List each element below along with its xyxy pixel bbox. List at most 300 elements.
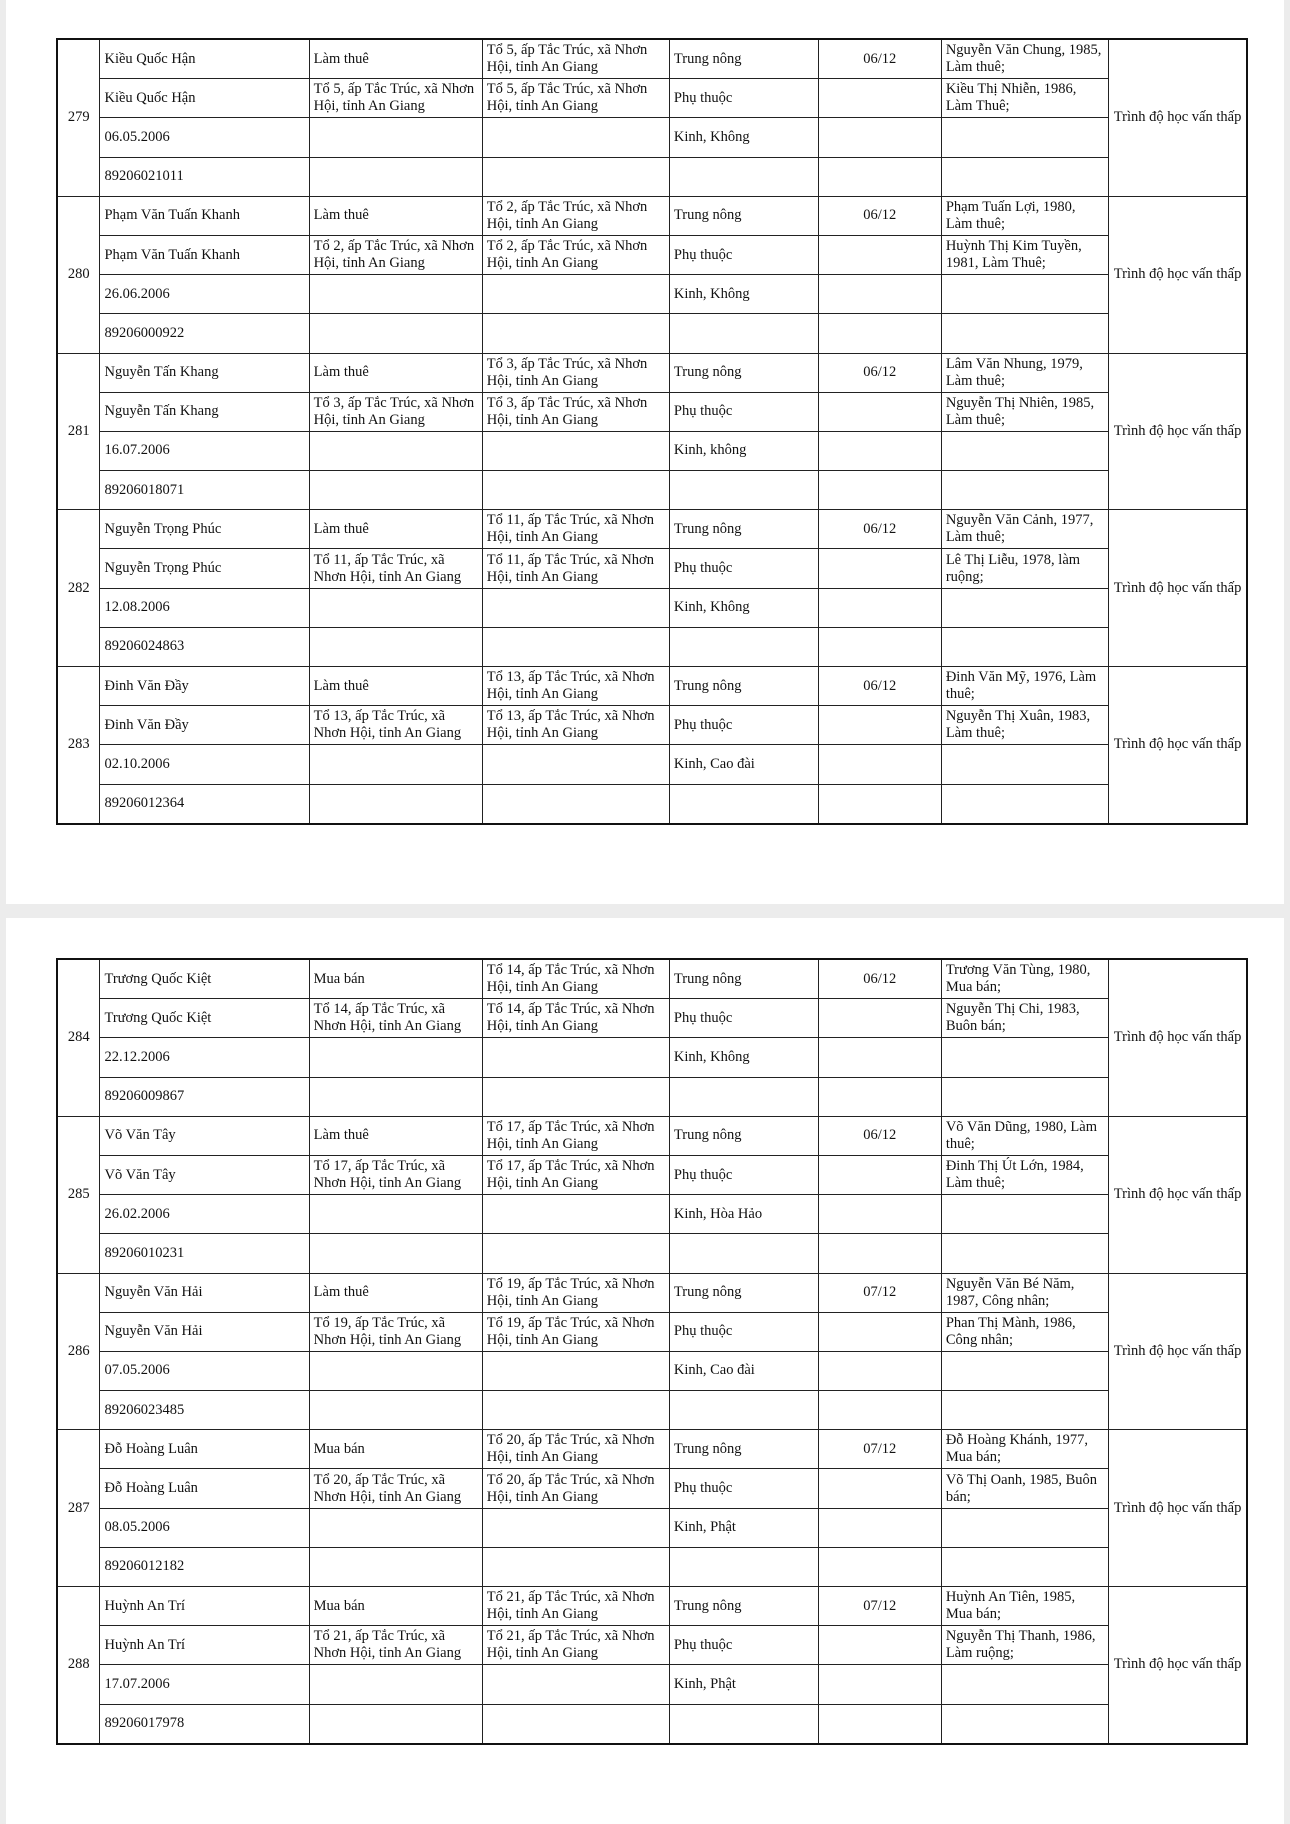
residence-address-text: Tổ 14, ấp Tắc Trúc, xã Nhơn Hội, tỉnh An Giang (313, 1001, 462, 1035)
empty-cell (818, 1234, 941, 1273)
empty-cell (818, 1038, 941, 1077)
empty-cell (669, 1234, 818, 1273)
id-number: 89206021011 (100, 157, 309, 196)
mother-info (941, 706, 1108, 745)
remark: Trình độ học vấn thấp (1109, 1587, 1247, 1744)
remark: Trình độ học vấn thấp (1109, 959, 1247, 1116)
occupation: Mua bán (309, 1587, 482, 1626)
empty-cell (941, 784, 1108, 824)
occupation: Làm thuê (309, 196, 482, 235)
residence-address (309, 392, 482, 431)
remark: Trình độ học vấn thấp (1109, 1273, 1247, 1430)
record-row (57, 1430, 1247, 1469)
occupation: Mua bán (309, 1430, 482, 1469)
education-level: 06/12 (818, 959, 941, 999)
current-address (482, 549, 669, 588)
occupation: Làm thuê (309, 667, 482, 706)
date-of-birth: 07.05.2006 (100, 1351, 309, 1390)
empty-cell (669, 627, 818, 666)
empty-cell (818, 1626, 941, 1665)
record-row (57, 1234, 1247, 1273)
remark: Trình độ học vấn thấp (1109, 39, 1247, 196)
empty-cell (941, 1077, 1108, 1116)
hometown-address (482, 353, 669, 392)
residence-address (309, 549, 482, 588)
empty-cell (818, 431, 941, 470)
full-name: Nguyễn Trọng Phúc (100, 510, 309, 549)
hometown-address (482, 510, 669, 549)
hometown-address (482, 1430, 669, 1469)
father-info (941, 39, 1108, 79)
empty-cell (818, 1391, 941, 1430)
empty-cell (482, 275, 669, 314)
occupation: Mua bán (309, 959, 482, 999)
residence-address (309, 1469, 482, 1508)
hometown-address-text: Tổ 20, ấp Tắc Trúc, xã Nhơn Hội, tỉnh An Giang (486, 1432, 655, 1466)
record-row (57, 588, 1247, 627)
record-number: 285 (57, 1116, 100, 1273)
full-name-repeat: Trương Quốc Kiệt (100, 999, 309, 1038)
id-number: 89206010231 (100, 1234, 309, 1273)
education-level: 06/12 (818, 667, 941, 706)
remark: Trình độ học vấn thấp (1109, 1116, 1247, 1273)
empty-cell (818, 1547, 941, 1586)
class-origin: Trung nông (669, 1587, 818, 1626)
mother-info (941, 1469, 1108, 1508)
mother-info (941, 1155, 1108, 1194)
full-name: Nguyễn Tấn Khang (100, 353, 309, 392)
record-number: 282 (57, 510, 100, 667)
record-row (57, 510, 1247, 549)
residence-address-text: Tổ 5, ấp Tắc Trúc, xã Nhơn Hội, tỉnh An Giang (313, 81, 475, 115)
mother-info (941, 392, 1108, 431)
ethnicity-religion: Kinh, Cao đài (669, 745, 818, 784)
father-info (941, 1273, 1108, 1312)
record-row (57, 39, 1247, 79)
id-number: 89206017978 (100, 1704, 309, 1744)
class-origin: Trung nông (669, 510, 818, 549)
record-row (57, 1391, 1247, 1430)
record-number: 288 (57, 1587, 100, 1744)
empty-cell (482, 314, 669, 353)
record-row (57, 549, 1247, 588)
record-row (57, 1273, 1247, 1312)
mother-info (941, 79, 1108, 118)
record-row (57, 157, 1247, 196)
record-row (57, 196, 1247, 235)
empty-cell (482, 1391, 669, 1430)
id-number: 89206018071 (100, 471, 309, 510)
occupation: Làm thuê (309, 353, 482, 392)
empty-cell (309, 157, 482, 196)
remark: Trình độ học vấn thấp (1109, 353, 1247, 510)
mother-info-text: Phan Thị Mành, 1986, Công nhân; (945, 1314, 1076, 1348)
personal-class: Phụ thuộc (669, 1469, 818, 1508)
mother-info (941, 235, 1108, 274)
empty-cell (482, 1351, 669, 1390)
empty-cell (818, 1508, 941, 1547)
hometown-address-text: Tổ 3, ấp Tắc Trúc, xã Nhơn Hội, tỉnh An Giang (486, 355, 648, 389)
hometown-address (482, 959, 669, 999)
residence-address-text: Tổ 2, ấp Tắc Trúc, xã Nhơn Hội, tỉnh An Giang (313, 238, 475, 272)
record-row (57, 745, 1247, 784)
ethnicity-religion: Kinh, Phật (669, 1665, 818, 1704)
empty-cell (309, 1038, 482, 1077)
father-info-text: Đinh Văn Mỹ, 1976, Làm thuê; (945, 669, 1097, 703)
father-info-text: Huỳnh An Tiên, 1985, Mua bán; (945, 1589, 1076, 1623)
empty-cell (941, 745, 1108, 784)
empty-cell (941, 1704, 1108, 1744)
residence-address (309, 1626, 482, 1665)
current-address-text: Tổ 20, ấp Tắc Trúc, xã Nhơn Hội, tỉnh An Giang (486, 1471, 655, 1505)
hometown-address (482, 196, 669, 235)
hometown-address-text: Tổ 13, ấp Tắc Trúc, xã Nhơn Hội, tỉnh An Giang (486, 669, 655, 703)
id-number: 89206000922 (100, 314, 309, 353)
remark: Trình độ học vấn thấp (1109, 510, 1247, 667)
personal-class: Phụ thuộc (669, 706, 818, 745)
empty-cell (818, 1704, 941, 1744)
empty-cell (669, 1077, 818, 1116)
residence-address-text: Tổ 21, ấp Tắc Trúc, xã Nhơn Hội, tỉnh An Giang (313, 1628, 462, 1662)
record-row (57, 706, 1247, 745)
current-address-text: Tổ 17, ấp Tắc Trúc, xã Nhơn Hội, tỉnh An Giang (486, 1158, 655, 1192)
empty-cell (818, 1155, 941, 1194)
record-number: 287 (57, 1430, 100, 1587)
hometown-address-text: Tổ 14, ấp Tắc Trúc, xã Nhơn Hội, tỉnh An Giang (486, 962, 655, 996)
record-row (57, 959, 1247, 999)
remark: Trình độ học vấn thấp (1109, 1430, 1247, 1587)
residence-address-text: Tổ 13, ấp Tắc Trúc, xã Nhơn Hội, tỉnh An Giang (313, 708, 462, 742)
father-info (941, 667, 1108, 706)
full-name: Kiều Quốc Hận (100, 39, 309, 79)
residence-address-text: Tổ 17, ấp Tắc Trúc, xã Nhơn Hội, tỉnh An Giang (313, 1158, 462, 1192)
mother-info-text: Lê Thị Liễu, 1978, làm ruộng; (945, 551, 1081, 585)
father-info-text: Nguyễn Văn Chung, 1985, Làm thuê; (945, 42, 1102, 76)
record-number: 281 (57, 353, 100, 510)
mother-info (941, 1312, 1108, 1351)
full-name-repeat: Phạm Văn Tuấn Khanh (100, 235, 309, 274)
personal-class: Phụ thuộc (669, 79, 818, 118)
empty-cell (818, 1469, 941, 1508)
empty-cell (482, 1038, 669, 1077)
empty-cell (482, 1508, 669, 1547)
father-info-text: Nguyễn Văn Cảnh, 1977, Làm thuê; (945, 512, 1094, 546)
empty-cell (818, 235, 941, 274)
empty-cell (941, 275, 1108, 314)
occupation: Làm thuê (309, 510, 482, 549)
class-origin: Trung nông (669, 196, 818, 235)
empty-cell (309, 1195, 482, 1234)
date-of-birth: 16.07.2006 (100, 431, 309, 470)
record-row (57, 784, 1247, 824)
empty-cell (309, 471, 482, 510)
residence-address (309, 999, 482, 1038)
residence-address-text: Tổ 19, ấp Tắc Trúc, xã Nhơn Hội, tỉnh An Giang (313, 1314, 462, 1348)
record-number: 284 (57, 959, 100, 1116)
ethnicity-religion: Kinh, Không (669, 118, 818, 157)
personal-class: Phụ thuộc (669, 235, 818, 274)
empty-cell (482, 471, 669, 510)
date-of-birth: 17.07.2006 (100, 1665, 309, 1704)
class-origin: Trung nông (669, 1273, 818, 1312)
occupation: Làm thuê (309, 39, 482, 79)
ethnicity-religion: Kinh, Hòa Hảo (669, 1195, 818, 1234)
empty-cell (669, 784, 818, 824)
education-level: 06/12 (818, 196, 941, 235)
father-info (941, 1116, 1108, 1155)
full-name: Võ Văn Tây (100, 1116, 309, 1155)
empty-cell (309, 1704, 482, 1744)
empty-cell (482, 627, 669, 666)
residence-address-text: Tổ 3, ấp Tắc Trúc, xã Nhơn Hội, tỉnh An Giang (313, 394, 475, 428)
record-row (57, 1626, 1247, 1665)
current-address-text: Tổ 13, ấp Tắc Trúc, xã Nhơn Hội, tỉnh An Giang (486, 708, 655, 742)
full-name-repeat: Võ Văn Tây (100, 1155, 309, 1194)
empty-cell (669, 157, 818, 196)
occupation: Làm thuê (309, 1273, 482, 1312)
registry-table-page-1 (56, 38, 1248, 825)
record-row (57, 1665, 1247, 1704)
empty-cell (818, 314, 941, 353)
full-name-repeat: Huỳnh An Trí (100, 1626, 309, 1665)
date-of-birth: 08.05.2006 (100, 1508, 309, 1547)
mother-info-text: Đinh Thị Út Lớn, 1984, Làm thuê; (945, 1158, 1084, 1192)
empty-cell (309, 745, 482, 784)
date-of-birth: 12.08.2006 (100, 588, 309, 627)
father-info-text: Nguyễn Văn Bé Năm, 1987, Công nhân; (945, 1275, 1075, 1309)
record-row (57, 1195, 1247, 1234)
full-name: Huỳnh An Trí (100, 1587, 309, 1626)
empty-cell (941, 588, 1108, 627)
record-row (57, 235, 1247, 274)
father-info-text: Đỗ Hoàng Khánh, 1977, Mua bán; (945, 1432, 1088, 1466)
record-row (57, 314, 1247, 353)
current-address (482, 392, 669, 431)
empty-cell (309, 627, 482, 666)
record-row (57, 471, 1247, 510)
record-row (57, 79, 1247, 118)
empty-cell (941, 1195, 1108, 1234)
date-of-birth: 22.12.2006 (100, 1038, 309, 1077)
father-info-text: Phạm Tuấn Lợi, 1980, Làm thuê; (945, 198, 1076, 232)
empty-cell (818, 1665, 941, 1704)
record-row (57, 1704, 1247, 1744)
hometown-address (482, 39, 669, 79)
record-row (57, 1077, 1247, 1116)
current-address-text: Tổ 21, ấp Tắc Trúc, xã Nhơn Hội, tỉnh An Giang (486, 1628, 655, 1662)
current-address (482, 1312, 669, 1351)
empty-cell (818, 549, 941, 588)
empty-cell (818, 706, 941, 745)
record-number: 283 (57, 667, 100, 824)
full-name-repeat: Nguyễn Trọng Phúc (100, 549, 309, 588)
ethnicity-religion: Kinh, Cao đài (669, 1351, 818, 1390)
empty-cell (941, 118, 1108, 157)
empty-cell (309, 1351, 482, 1390)
record-number: 280 (57, 196, 100, 353)
record-number: 279 (57, 39, 100, 196)
empty-cell (941, 314, 1108, 353)
hometown-address-text: Tổ 19, ấp Tắc Trúc, xã Nhơn Hội, tỉnh An Giang (486, 1275, 655, 1309)
empty-cell (941, 1508, 1108, 1547)
record-row (57, 1116, 1247, 1155)
empty-cell (309, 1508, 482, 1547)
remark: Trình độ học vấn thấp (1109, 667, 1247, 824)
empty-cell (941, 1391, 1108, 1430)
father-info (941, 1587, 1108, 1626)
education-level: 07/12 (818, 1587, 941, 1626)
hometown-address-text: Tổ 17, ấp Tắc Trúc, xã Nhơn Hội, tỉnh An Giang (486, 1118, 655, 1152)
empty-cell (309, 275, 482, 314)
empty-cell (482, 588, 669, 627)
full-name-repeat: Nguyễn Văn Hải (100, 1312, 309, 1351)
empty-cell (482, 1704, 669, 1744)
empty-cell (941, 431, 1108, 470)
empty-cell (482, 1195, 669, 1234)
education-level: 06/12 (818, 353, 941, 392)
empty-cell (669, 314, 818, 353)
empty-cell (818, 118, 941, 157)
father-info-text: Lâm Văn Nhung, 1979, Làm thuê; (945, 355, 1083, 389)
education-level: 07/12 (818, 1273, 941, 1312)
hometown-address-text: Tổ 2, ấp Tắc Trúc, xã Nhơn Hội, tỉnh An Giang (486, 198, 648, 232)
record-row (57, 627, 1247, 666)
empty-cell (941, 157, 1108, 196)
personal-class: Phụ thuộc (669, 1155, 818, 1194)
document-page-2 (6, 918, 1284, 1824)
id-number: 89206024863 (100, 627, 309, 666)
full-name: Phạm Văn Tuấn Khanh (100, 196, 309, 235)
empty-cell (818, 1312, 941, 1351)
ethnicity-religion: Kinh, Không (669, 1038, 818, 1077)
empty-cell (818, 1195, 941, 1234)
empty-cell (941, 1234, 1108, 1273)
record-row (57, 353, 1247, 392)
current-address-text: Tổ 11, ấp Tắc Trúc, xã Nhơn Hội, tỉnh An Giang (486, 551, 654, 585)
date-of-birth: 06.05.2006 (100, 118, 309, 157)
mother-info-text: Kiều Thị Nhiễn, 1986, Làm Thuê; (945, 81, 1077, 115)
empty-cell (482, 157, 669, 196)
empty-cell (309, 431, 482, 470)
record-row (57, 1508, 1247, 1547)
empty-cell (818, 745, 941, 784)
empty-cell (941, 627, 1108, 666)
record-row (57, 1351, 1247, 1390)
ethnicity-religion: Kinh, Không (669, 588, 818, 627)
class-origin: Trung nông (669, 353, 818, 392)
class-origin: Trung nông (669, 959, 818, 999)
empty-cell (818, 392, 941, 431)
current-address (482, 706, 669, 745)
empty-cell (818, 1077, 941, 1116)
empty-cell (482, 745, 669, 784)
ethnicity-religion: Kinh, không (669, 431, 818, 470)
personal-class: Phụ thuộc (669, 392, 818, 431)
hometown-address-text: Tổ 11, ấp Tắc Trúc, xã Nhơn Hội, tỉnh An Giang (486, 512, 654, 546)
father-info (941, 353, 1108, 392)
record-row (57, 999, 1247, 1038)
father-info-text: Võ Văn Dũng, 1980, Làm thuê; (945, 1118, 1097, 1152)
date-of-birth: 26.02.2006 (100, 1195, 309, 1234)
mother-info (941, 999, 1108, 1038)
empty-cell (482, 1234, 669, 1273)
mother-info-text: Nguyễn Thị Thanh, 1986, Làm ruộng; (945, 1628, 1096, 1662)
mother-info-text: Nguyễn Thị Xuân, 1983, Làm thuê; (945, 708, 1091, 742)
class-origin: Trung nông (669, 39, 818, 79)
empty-cell (309, 1234, 482, 1273)
empty-cell (309, 118, 482, 157)
current-address-text: Tổ 19, ấp Tắc Trúc, xã Nhơn Hội, tỉnh An Giang (486, 1314, 655, 1348)
residence-address (309, 79, 482, 118)
residence-address (309, 1155, 482, 1194)
father-info (941, 959, 1108, 999)
date-of-birth: 02.10.2006 (100, 745, 309, 784)
record-row (57, 1155, 1247, 1194)
current-address-text: Tổ 14, ấp Tắc Trúc, xã Nhơn Hội, tỉnh An Giang (486, 1001, 655, 1035)
mother-info (941, 549, 1108, 588)
full-name-repeat: Đỗ Hoàng Luân (100, 1469, 309, 1508)
empty-cell (482, 431, 669, 470)
id-number: 89206012364 (100, 784, 309, 824)
full-name-repeat: Nguyễn Tấn Khang (100, 392, 309, 431)
current-address (482, 1155, 669, 1194)
empty-cell (309, 1391, 482, 1430)
record-row (57, 1469, 1247, 1508)
full-name: Đinh Văn Đầy (100, 667, 309, 706)
record-row (57, 667, 1247, 706)
empty-cell (818, 79, 941, 118)
father-info (941, 1430, 1108, 1469)
ethnicity-religion: Kinh, Không (669, 275, 818, 314)
class-origin: Trung nông (669, 667, 818, 706)
current-address-text: Tổ 3, ấp Tắc Trúc, xã Nhơn Hội, tỉnh An Giang (486, 394, 648, 428)
ethnicity-religion: Kinh, Phật (669, 1508, 818, 1547)
date-of-birth: 26.06.2006 (100, 275, 309, 314)
residence-address-text: Tổ 20, ấp Tắc Trúc, xã Nhơn Hội, tỉnh An Giang (313, 1471, 462, 1505)
mother-info-text: Nguyễn Thị Nhiên, 1985, Làm thuê; (945, 394, 1095, 428)
empty-cell (818, 157, 941, 196)
document-page-1 (6, 0, 1284, 904)
personal-class: Phụ thuộc (669, 1626, 818, 1665)
empty-cell (941, 471, 1108, 510)
empty-cell (669, 1547, 818, 1586)
residence-address (309, 706, 482, 745)
empty-cell (309, 1547, 482, 1586)
empty-cell (669, 471, 818, 510)
empty-cell (309, 1665, 482, 1704)
empty-cell (941, 1665, 1108, 1704)
hometown-address-text: Tổ 21, ấp Tắc Trúc, xã Nhơn Hội, tỉnh An Giang (486, 1589, 655, 1623)
current-address (482, 79, 669, 118)
residence-address-text: Tổ 11, ấp Tắc Trúc, xã Nhơn Hội, tỉnh An Giang (313, 551, 462, 585)
empty-cell (818, 784, 941, 824)
education-level: 06/12 (818, 39, 941, 79)
current-address (482, 1469, 669, 1508)
empty-cell (482, 1665, 669, 1704)
registry-table-page-2 (56, 958, 1248, 1745)
empty-cell (669, 1391, 818, 1430)
father-info-text: Trương Văn Tùng, 1980, Mua bán; (945, 962, 1091, 996)
full-name: Đỗ Hoàng Luân (100, 1430, 309, 1469)
record-number: 286 (57, 1273, 100, 1430)
class-origin: Trung nông (669, 1116, 818, 1155)
empty-cell (482, 784, 669, 824)
empty-cell (818, 275, 941, 314)
hometown-address-text: Tổ 5, ấp Tắc Trúc, xã Nhơn Hội, tỉnh An Giang (486, 42, 648, 76)
empty-cell (941, 1351, 1108, 1390)
education-level: 07/12 (818, 1430, 941, 1469)
full-name-repeat: Kiều Quốc Hận (100, 79, 309, 118)
